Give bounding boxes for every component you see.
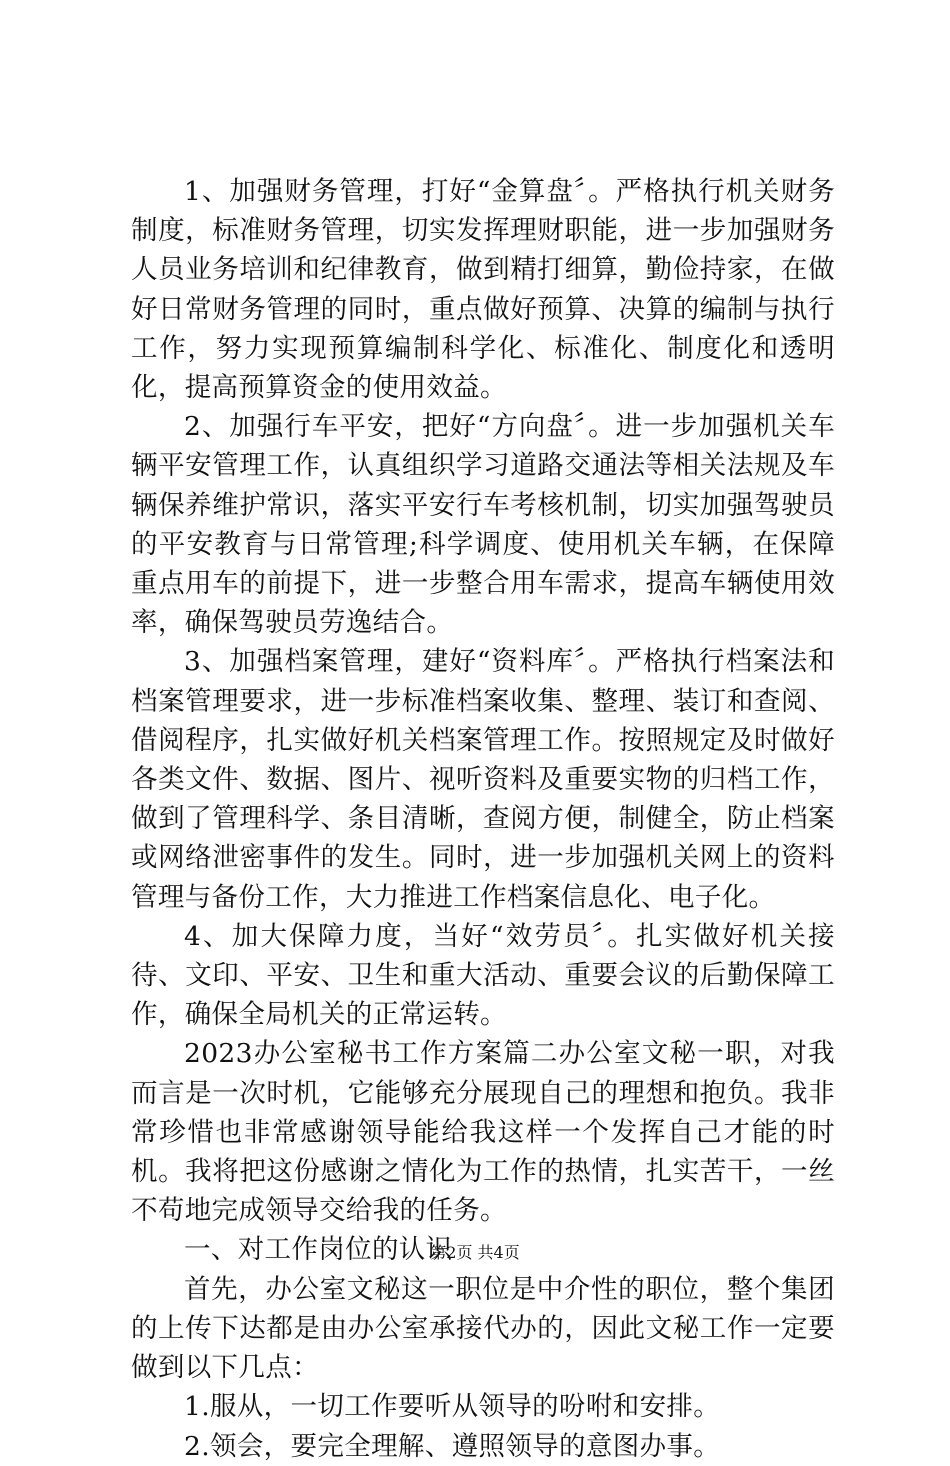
paragraph-vehicle-safety: 2、加强行车平安，把好“方向盘〞。进一步加强机关车辆平安管理工作，认真组织学习道路交通法等相关法规及车辆保养维护常识，落实平安行车考核机制，切实加强驾驶员的平安教育与日常管理;科学调度、使用机关车辆，在保障重点用车的前提下，进一步整合用车需求，提高车辆使用效率，确保驾驶员劳逸结合。 xyxy=(131,411,835,639)
paragraph-logistics: 4、加大保障力度，当好“效劳员〞。扎实做好机关接待、文印、平安、卫生和重大活动、重要会议的后勤保障工作，确保全局机关的正常运转。 xyxy=(131,920,835,1031)
list-item-obey: 1.服从，一切工作要听从领导的吩咐和安排。 xyxy=(184,1391,721,1423)
document-body xyxy=(131,172,835,1466)
paragraph-job-position: 首先，办公室文秘这一职位是中介性的职位，整个集团的上传下达都是由办公室承接代办的，因此文秘工作一定要做到以下几点： xyxy=(131,1273,835,1384)
section-heading-job-understanding: 一、对工作岗位的认识 xyxy=(184,1234,453,1266)
page-footer: 第2页 共4页 xyxy=(430,1243,520,1262)
paragraph-plan-two-intro: 2023办公室秘书工作方案篇二办公室文秘一职，对我而言是一次时机，它能够充分展现自己的理想和抱负。我非常珍惜也非常感谢领导能给我这样一个发挥自己才能的时机。我将把这份感谢之情化为工作的热情，扎实苦干，一丝不苟地完成领导交给我的任务。 xyxy=(131,1038,835,1227)
list-item-understand: 2.领会，要完全理解、遵照领导的意图办事。 xyxy=(184,1430,721,1462)
paragraph-finance: 1、加强财务管理，打好“金算盘〞。严格执行机关财务制度，标准财务管理，切实发挥理财职能，进一步加强财务人员业务培训和纪律教育，做到精打细算，勤俭持家，在做好日常财务管理的同时，重点做好预算、决算的编制与执行工作，努力实现预算编制科学化、标准化、制度化和透明化，提高预算资金的使用效益。 xyxy=(131,176,835,404)
paragraph-archives: 3、加强档案管理，建好“资料库〞。严格执行档案法和档案管理要求，进一步标准档案收集、整理、装订和查阅、借阅程序，扎实做好机关档案管理工作。按照规定及时做好各类文件、数据、图片、视听资料及重要实物的归档工作，做到了管理科学、条目清晰，查阅方便，制健全，防止档案或网络泄密事件的发生。同时，进一步加强机关网上的资料管理与备份工作，大力推进工作档案信息化、电子化。 xyxy=(131,646,835,913)
